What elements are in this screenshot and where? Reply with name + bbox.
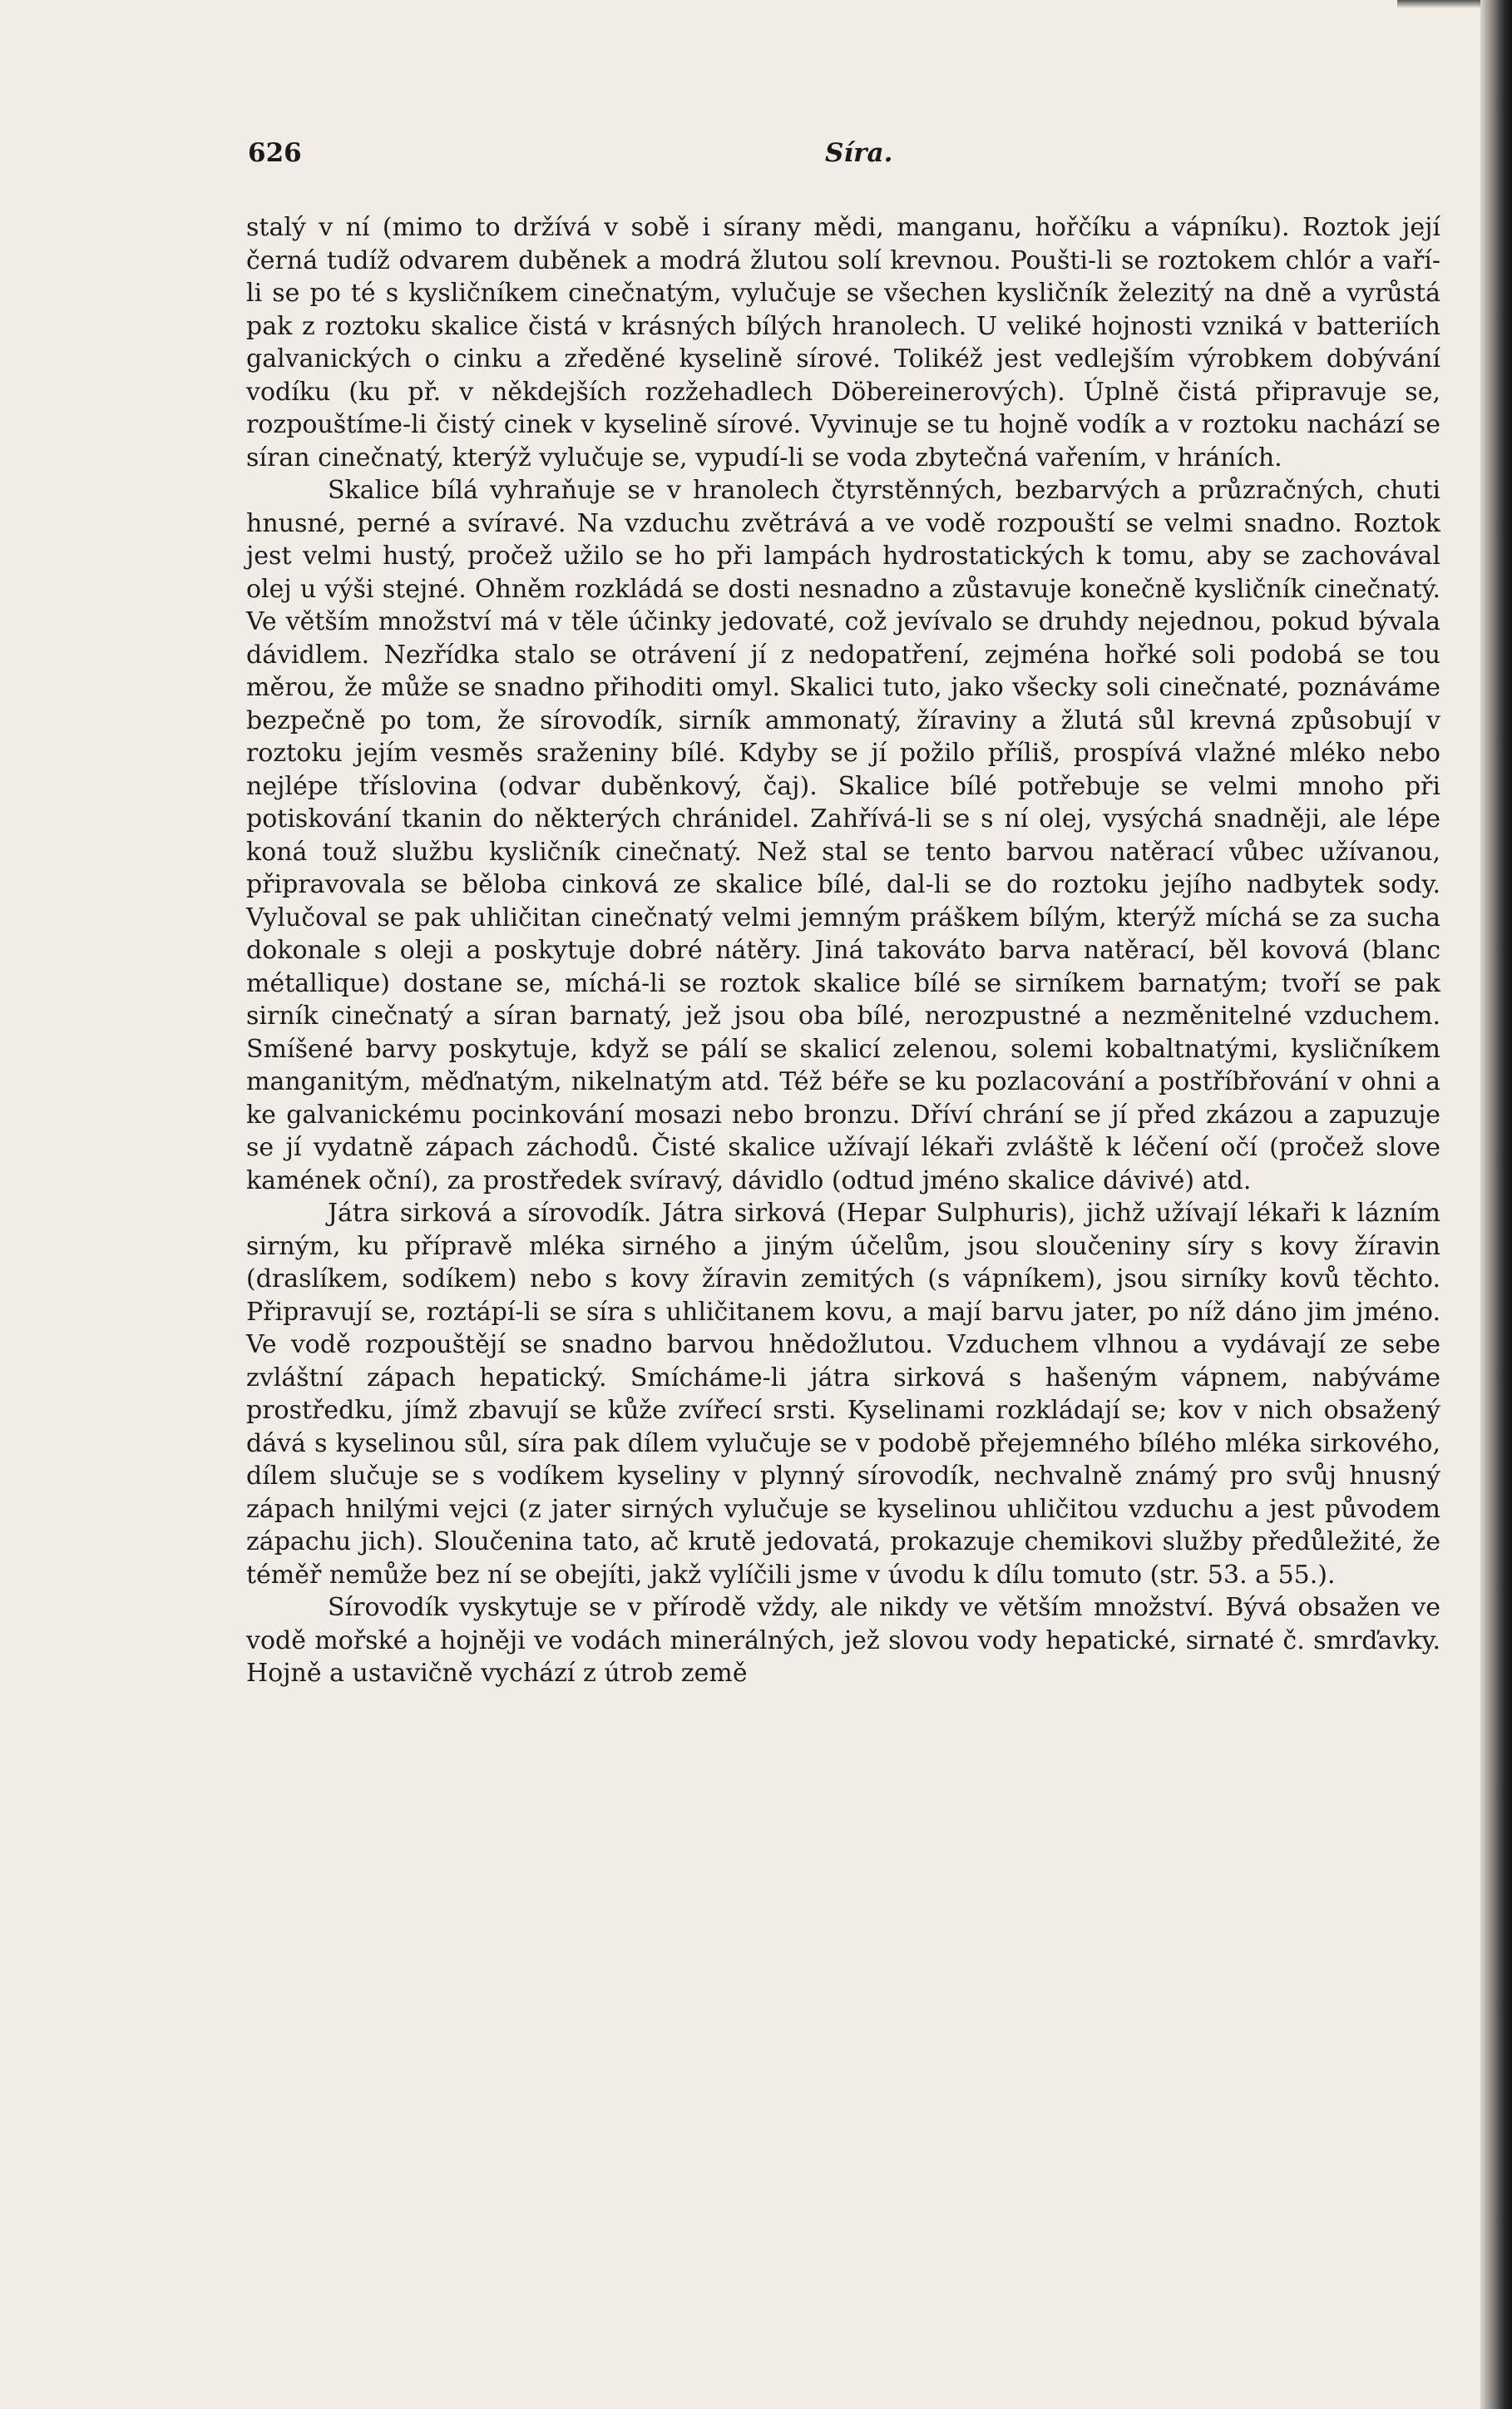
paragraph: stalý v ní (mimo to držívá v sobě i sírany mědi, manganu, hořčíku a vápníku). Roztok její černá tudíž odvarem duběnek a modrá žlutou solí krevnou. Poušti-li se roztokem chlór a vaří-li se po té s kysličníkem cinečnatým, vylučuje se všechen kysličník železitý na dně a vyrůstá pak z roztoku skalice čistá v krásných bílých hranolech. U veliké hojnosti vzniká v batteriích galvanických o cinku a zředěné kyselině sírové. Tolikéž jest vedlejším výrobkem dobývání vodíku (ku př. v někdejších rozžehadlech Döbereinerových). Úplně čistá připravuje se, rozpouštíme-li čistý cinek v kyselině sírové. Vyvinuje se tu hojně vodík a v roztoku nachází se síran cinečnatý, kterýž vylučuje se, vypudí-li se voda zbytečná vařením, v hráních. [246,213,1440,472]
paragraph: Játra sirková a sírovodík. Játra sirková (Hepar Sulphuris), jichž užívají lékaři k lázním sirným, ku přípravě mléka sirného a jiným účelům, jsou sloučeniny síry s kovy žíravin (draslíkem, sodíkem) nebo s kovy žíravin zemitých (s vápníkem), jsou sirníky kovů těchto. Připravují se, roztápí-li se síra s uhličitanem kovu, a mají barvu jater, po níž dáno jim jméno. Ve vodě rozpouštějí se snadno barvou hnědožlutou. Vzduchem vlhnou a vydávají ze sebe zvláštní zápach hepatický. Smícháme-li játra sirková s hašeným vápnem, nabýváme prostředku, jímž zbavují se kůže zvířecí srsti. Kyselinami rozkládají se; kov v nich obsažený dává s kyselinou sůl, síra pak dílem vylučuje se v podobě přejemného bílého mléka sirkového, dílem slučuje se s vodíkem kyseliny v plynný sírovodík, nechvalně známý pro svůj hnusný zápach hnilými vejci (z jater sirných vylučuje se kyselinou uhličitou vzduchu a jest původem zápachu jich). Sloučenina tato, ač krutě jedovatá, prokazuje chemikovi služby předůležité, že téměř nemůže bez ní se obejíti, jakž vylíčili jsme v úvodu k dílu tomuto (str. 53. a 55.). [246,1199,1440,1590]
paragraph: Sírovodík vyskytuje se v přírodě vždy, ale nikdy ve větším množství. Bývá obsažen ve vodě mořské a hojněji ve vodách minerálných, jež slovou vody hepatické, sirnaté č. smrďavky. Hojně a ustavičně vychází z útrob země [246,1593,1440,1688]
text-body [246,211,1440,1690]
page-number: 626 [248,138,302,168]
running-head: Síra. [825,138,893,168]
paragraph: Skalice bílá vyhraňuje se v hranolech čtyrstěnných, bezbarvých a průzračných, chuti hnusné, perné a svíravé. Na vzduchu zvětrává a ve vodě rozpouští se velmi snadno. Roztok jest velmi hustý, pročež užilo se ho při lampách hydrostatických k tomu, aby se zachovával olej u výši stejné. Ohněm rozkládá se dosti nesnadno a zůstavuje konečně kysličník cinečnatý. Ve větším množství má v těle účinky jedovaté, což jevívalo se druhdy nejednou, pokud bývala dávidlem. Nezřídka stalo se otrávení jí z nedopatření, zejména hořké soli podobá se tou měrou, že může se snadno přihoditi omyl. Skalici tuto, jako všecky soli cinečnaté, poznáváme bezpečně po tom, že sírovodík, sirník ammonatý, žíraviny a žlutá sůl krevná způsobují v roztoku jejím vesměs sraženiny bílé. Kdyby se jí požilo příliš, prospívá vlažné mléko nebo nejlépe tříslovina (odvar duběnkový, čaj). Skalice bílé potřebuje se velmi mnoho při potiskování tkanin do některých chránidel. Zahřívá-li se s ní olej, vysýchá snadněji, ale lépe koná touž službu kysličník cinečnatý. Než stal se tento barvou natěrací vůbec užívanou, připravovala se běloba cinková ze skalice bílé, dal-li se do roztoku jejího nadbytek sody. Vylučoval se pak uhličitan cinečnatý velmi jemným práškem bílým, kterýž míchá se za sucha dokonale s oleji a poskytuje dobré nátěry. Jiná takováto barva natěrací, běl kovová (blanc métallique) dostane se, míchá-li se roztok skalice bílé se sirníkem barnatým; tvoří se pak sirník cinečnatý a síran barnatý, jež jsou oba bílé, nerozpustné a nezměnitelné vzduchem. Smíšené barvy poskytuje, když se pálí se skalicí zelenou, solemi kobaltnatými, kysličníkem manganitým, měďnatým, nikelnatým atd. Též béře se ku pozlacování a postříbřování v ohni a ke galvanickému pocinkování mosazi nebo bronzu. Dříví chrání se jí před zkázou a zapuzuje se jí vydatně zápach záchodů. Čisté skalice užívají lékaři zvláště k léčení očí (pročež slove kamének oční), za prostředek svíravý, dávidlo (odtud jméno skalice dávivé) atd. [246,476,1440,1195]
page-header [248,138,1445,175]
book-spine-shadow [1480,0,1512,2409]
scan-edge-shadow [1397,0,1480,8]
